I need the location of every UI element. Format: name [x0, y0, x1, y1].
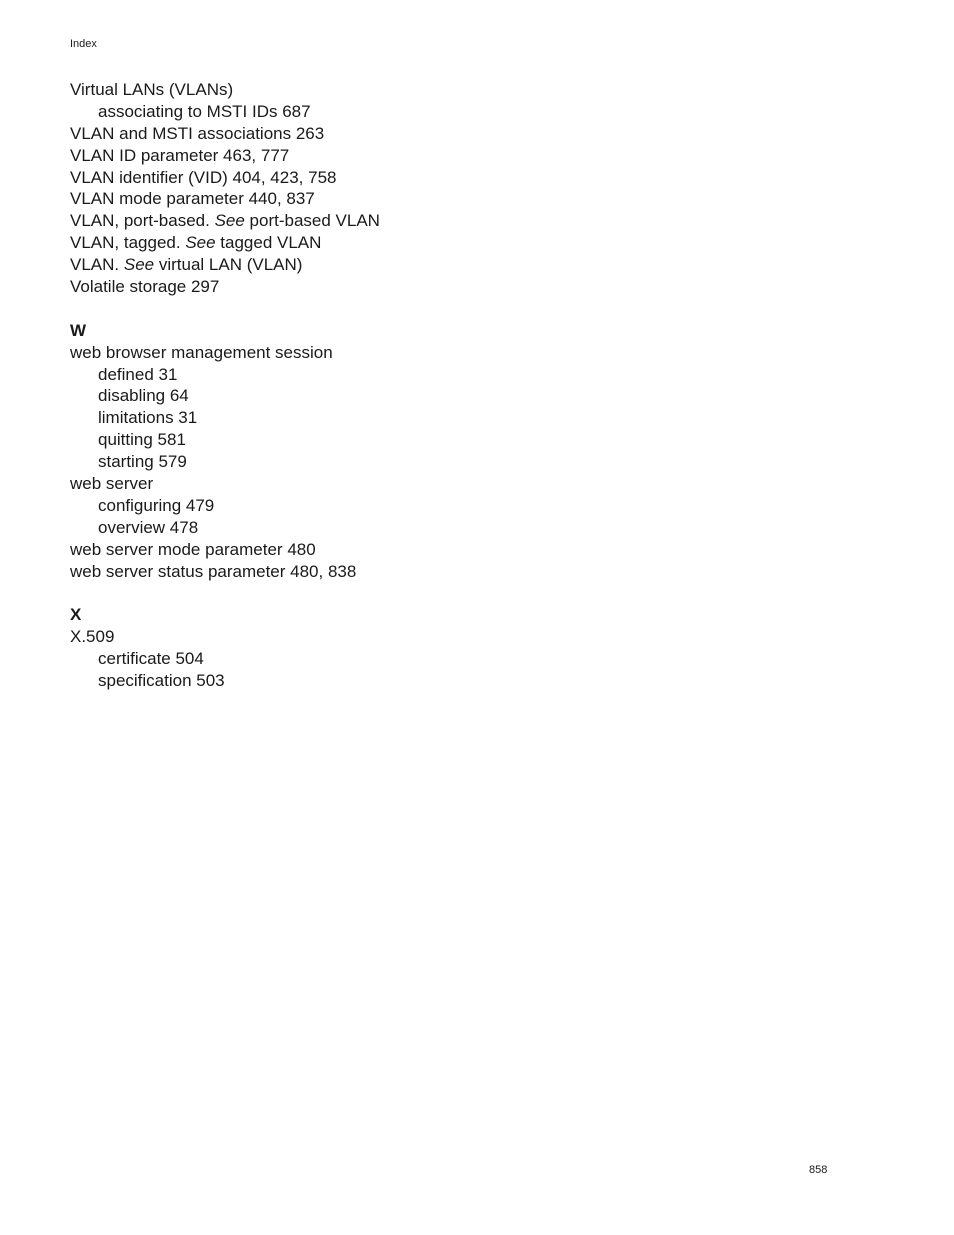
see-reference: See	[185, 233, 216, 253]
index-entry: web server status parameter 480, 838	[70, 561, 357, 581]
index-entry: VLAN identifier (VID) 404, 423, 758	[70, 167, 337, 187]
index-subentry: specification 503	[98, 671, 225, 691]
section-gap	[70, 582, 770, 604]
index-subentry: associating to MSTI IDs 687	[98, 101, 311, 121]
index-subentry: defined 31	[98, 364, 178, 384]
index-subentry: overview 478	[98, 517, 199, 537]
section-gap	[70, 298, 770, 320]
index-entry: web browser management session	[70, 342, 333, 362]
index-subentry: certificate 504	[98, 649, 204, 669]
entry-text: VLAN.	[70, 255, 124, 275]
index-entry: Virtual LANs (VLANs)	[70, 80, 234, 99]
index-entry: X.509	[70, 627, 115, 647]
running-head: Index	[70, 38, 97, 50]
see-target: virtual LAN (VLAN)	[154, 255, 303, 275]
index-list	[70, 79, 770, 692]
index-entry: VLAN and MSTI associations 263	[70, 123, 325, 143]
page-number: 858	[809, 1164, 828, 1176]
index-entry: VLAN mode parameter 440, 837	[70, 189, 315, 209]
section-letter-w: W	[70, 320, 87, 340]
index-entry-see	[70, 232, 770, 254]
entry-text: VLAN, tagged.	[70, 233, 186, 253]
index-entry: Volatile storage 297	[70, 277, 220, 297]
index-subentry: configuring 479	[98, 495, 215, 515]
index-entry-see	[70, 254, 770, 276]
entry-text: VLAN, port-based.	[70, 211, 215, 231]
index-subentry: quitting 581	[98, 430, 186, 450]
see-reference: See	[123, 255, 155, 275]
index-entry: web server	[70, 474, 154, 494]
see-target: tagged VLAN	[215, 233, 322, 253]
see-target: port-based VLAN	[244, 211, 380, 231]
index-entry-see	[70, 210, 770, 232]
index-entry: VLAN ID parameter 463, 777	[70, 145, 290, 165]
index-subentry: disabling 64	[98, 386, 189, 406]
see-reference: See	[214, 211, 245, 231]
index-subentry: starting 579	[98, 452, 187, 472]
index-subentry: limitations 31	[98, 408, 198, 428]
index-entry: web server mode parameter 480	[70, 539, 316, 559]
section-letter-x: X	[70, 605, 82, 625]
